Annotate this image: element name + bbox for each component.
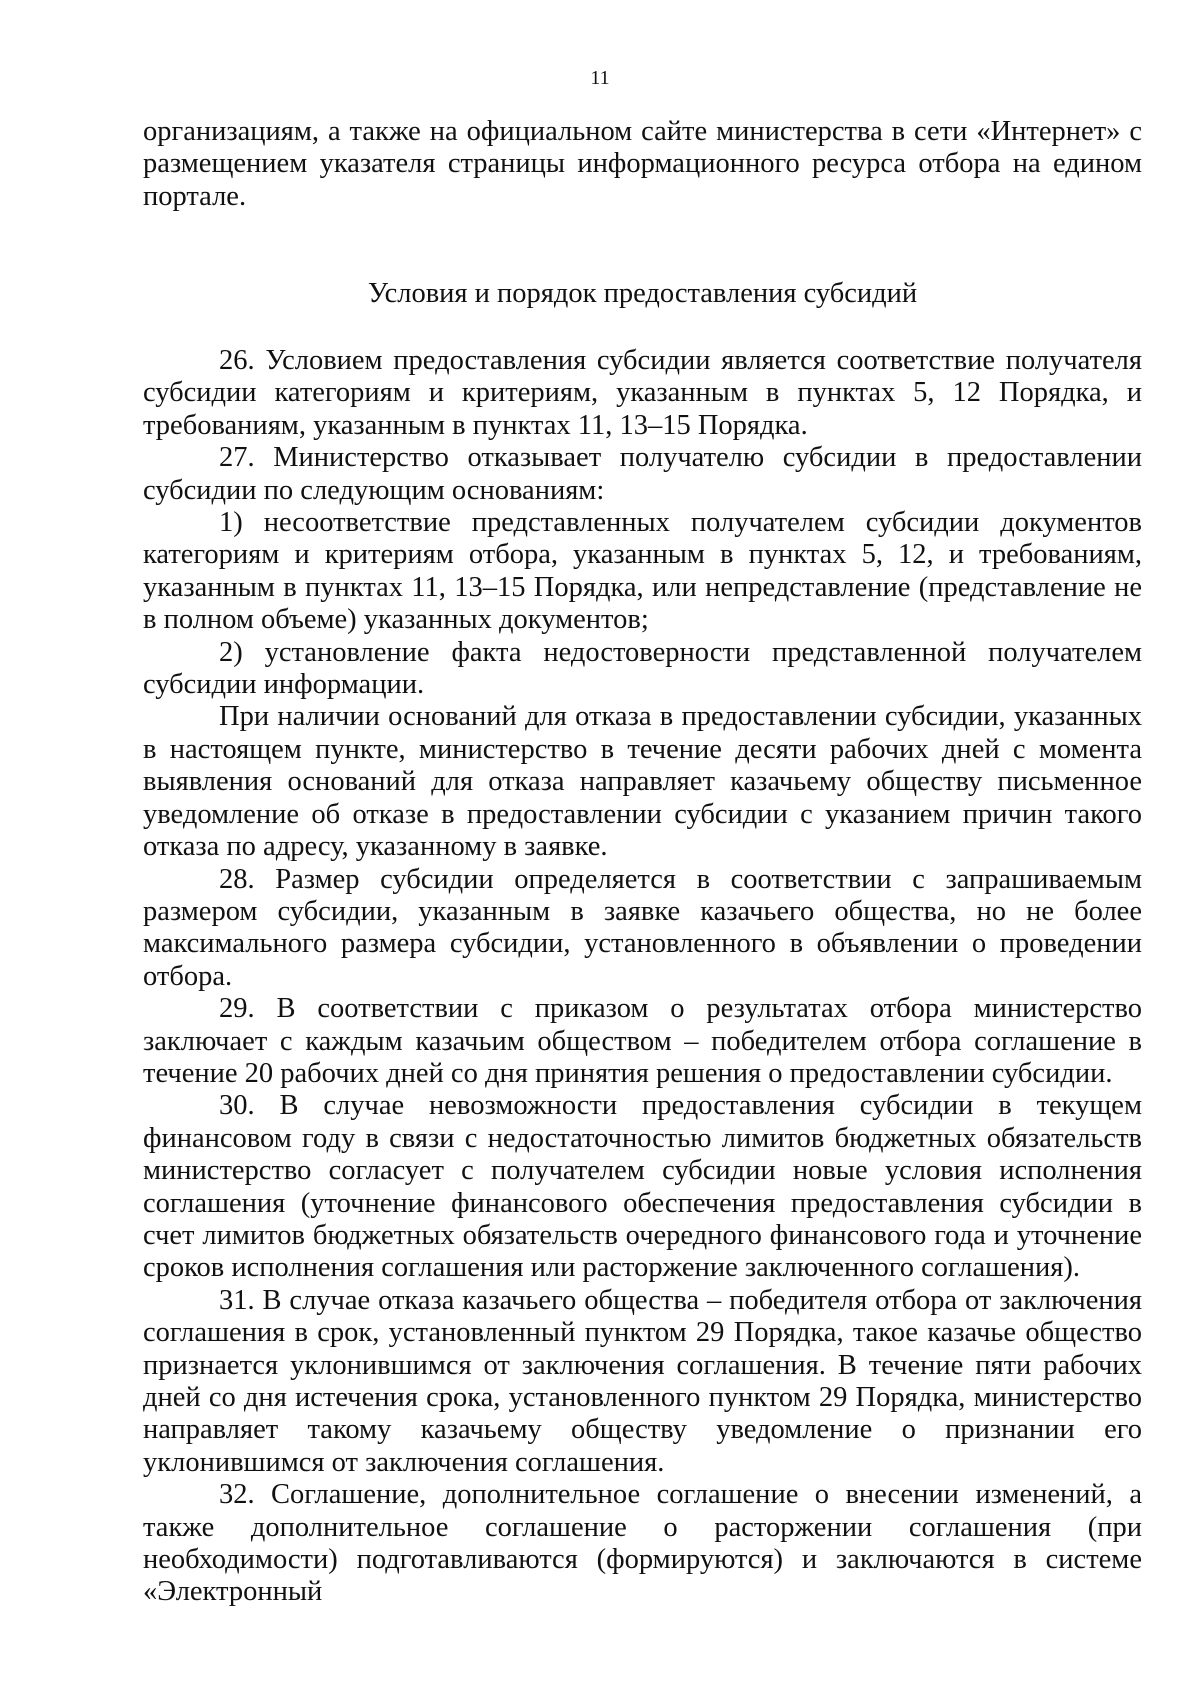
paragraph-26: 26. Условием предоставления субсидии является соответствие получателя субсидии категориям и критериям, указанным в пунктах 5, 12 Порядка, и требованиям, указанным в пунктах 11, 13–15 Порядка.: [143, 345, 1142, 441]
paragraph-27-item-1: 1) несоответствие представленных получателем субсидии документов категориям и критериям отбора, указанным в пунктах 5, 12, и требованиям, указанным в пунктах 11, 13–15 Порядка, или непредставление (представление не в полном объеме) указанных документов;: [143, 507, 1142, 636]
main-text-block: [143, 345, 1142, 1609]
section-title: Условия и порядок предоставления субсидий: [367, 278, 918, 309]
paragraph-32: 32. Соглашение, дополнительное соглашение о внесении изменений, а также дополнительное соглашение о расторжении соглашения (при необходимости) подготавливаются (формируются) и заключаются в системе «Электронный: [143, 1479, 1142, 1608]
paragraph-27-item-2: 2) установление факта недостоверности представленной получателем субсидии информации.: [143, 636, 1142, 701]
paragraph-27: 27. Министерство отказывает получателю субсидии в предоставлении субсидии по следующим основаниям:: [143, 442, 1142, 506]
paragraph-30: 30. В случае невозможности предоставления субсидии в текущем финансовом году в связи с недостаточностью лимитов бюджетных обязательств министерство согласует с получателем субсидии новые условия исполнения соглашения (уточнение финансового обеспечения предоставления субсидии в счет лимитов бюджетных обязательств очередного финансового года и уточнение сроков исполнения соглашения или расторжение заключенного соглашения).: [143, 1090, 1142, 1284]
paragraph-27-notice: При наличии оснований для отказа в предоставлении субсидии, указанных в настоящем пункте, министерство в течение десяти рабочих дней с момента выявления оснований для отказа направляет казачьему обществу письменное уведомление об отказе в предоставлении субсидии с указанием причин такого отказа по адресу, указанному в заявке.: [143, 701, 1142, 863]
paragraph-31: 31. В случае отказа казачьего общества – победителя отбора от заключения соглашения в срок, установленный пунктом 29 Порядка, такое казачье общество признается уклонившимся от заключения соглашения. В течение пяти рабочих дней со дня истечения срока, установленного пунктом 29 Порядка, министерство направляет такому казачьему обществу уведомление о признании его уклонившимся от заключения соглашения.: [143, 1284, 1142, 1478]
intro-paragraph: организациям, а также на официальном сайте министерства в сети «Интернет» с размещением указателя страницы информационного ресурса отбора на едином портале.: [143, 116, 1142, 212]
paragraph-28: 28. Размер субсидии определяется в соответствии с запрашиваемым размером субсидии, указанным в заявке казачьего общества, но не более максимального размера субсидии, установленного в объявлении о проведении отбора.: [143, 863, 1142, 992]
page-number: 11: [590, 67, 610, 89]
paragraph-29: 29. В соответствии с приказом о результатах отбора министерство заключает с каждым казачьим обществом – победителем отбора соглашение в течение 20 рабочих дней со дня принятия решения о предоставлении субсидии.: [143, 993, 1142, 1089]
intro-block: [143, 116, 1142, 213]
